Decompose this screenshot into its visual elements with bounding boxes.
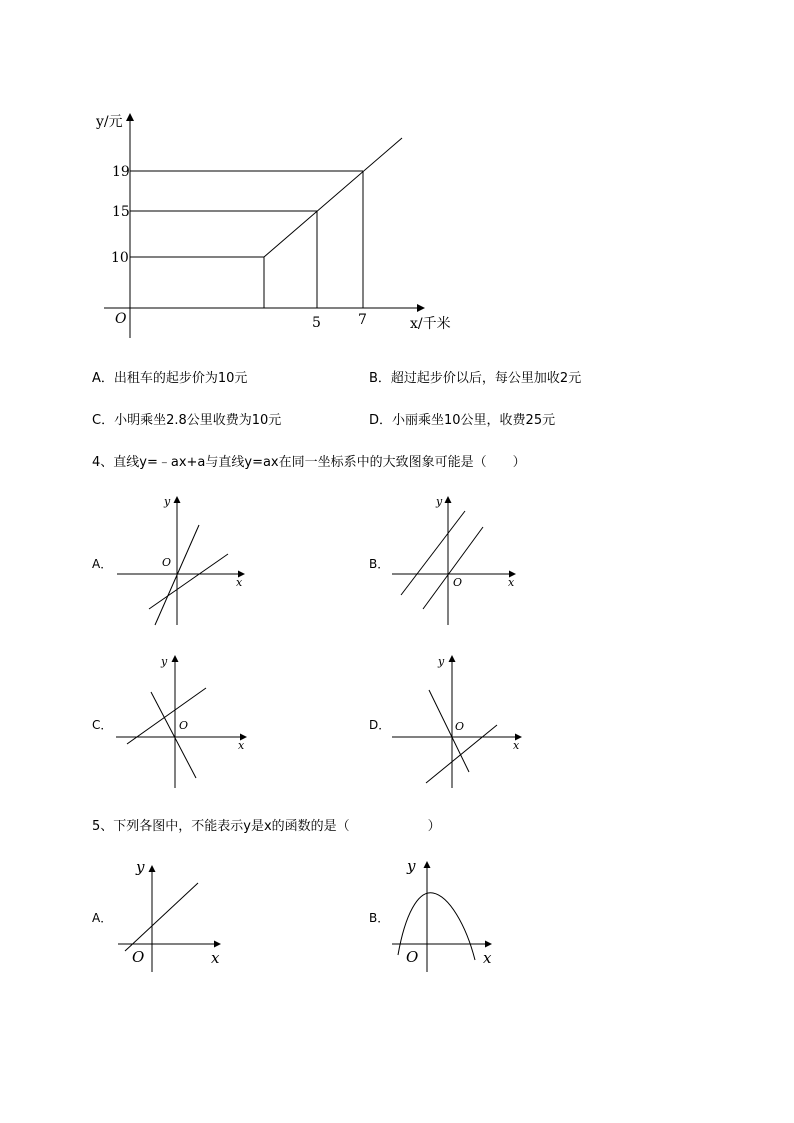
svg-text:y: y bbox=[136, 858, 145, 876]
y-tick-10: 10 bbox=[111, 250, 129, 266]
svg-text:y: y bbox=[436, 495, 443, 508]
question-4: 4、直线y=﹣ax+a与直线y=ax在同一坐标系中的大致图象可能是（ ） bbox=[92, 455, 526, 470]
svg-text:O: O bbox=[132, 948, 145, 966]
q5-a-plot bbox=[118, 858, 220, 972]
svg-text:x: x bbox=[508, 576, 515, 589]
svg-text:x: x bbox=[483, 949, 492, 967]
x-tick-7: 7 bbox=[358, 312, 367, 328]
y-axis-label: y/元 bbox=[96, 114, 123, 130]
svg-text:x: x bbox=[236, 576, 243, 589]
q4-option-d-label[interactable]: D． bbox=[369, 718, 391, 732]
q5-option-a-label[interactable]: A． bbox=[92, 911, 113, 925]
svg-text:y: y bbox=[164, 495, 171, 508]
q4-d-plot bbox=[392, 655, 521, 788]
q4-c-plot bbox=[116, 655, 246, 788]
q5-b-plot bbox=[392, 857, 492, 972]
svg-text:O: O bbox=[455, 720, 465, 733]
q4-b-plot bbox=[392, 495, 515, 625]
q3-option-a[interactable]: A．出租车的起步价为10元 bbox=[92, 371, 248, 386]
q3-option-c[interactable]: C．小明乘坐2.8公里收费为10元 bbox=[92, 413, 282, 428]
svg-text:y: y bbox=[407, 857, 416, 875]
x-tick-5: 5 bbox=[312, 315, 321, 331]
svg-text:y: y bbox=[161, 655, 168, 668]
svg-text:x: x bbox=[513, 739, 520, 752]
svg-text:x: x bbox=[238, 739, 245, 752]
q3-option-b[interactable]: B．超过起步价以后，每公里加收2元 bbox=[369, 371, 582, 386]
svg-text:O: O bbox=[162, 556, 172, 569]
q5-option-b-label[interactable]: B． bbox=[369, 911, 390, 925]
y-tick-19: 19 bbox=[112, 164, 130, 180]
svg-text:y: y bbox=[438, 655, 445, 668]
x-axis-label: x/千米 bbox=[410, 316, 451, 332]
question-5: 5、下列各图中，不能表示y是x的函数的是（ ） bbox=[92, 819, 441, 834]
q4-option-b-label[interactable]: B． bbox=[369, 557, 390, 571]
svg-text:O: O bbox=[179, 719, 189, 732]
svg-text:O: O bbox=[406, 948, 419, 966]
q4-option-a-label[interactable]: A． bbox=[92, 557, 113, 571]
origin-label: O bbox=[115, 311, 127, 327]
y-tick-15: 15 bbox=[112, 204, 130, 220]
svg-text:x: x bbox=[211, 949, 220, 967]
q4-a-plot bbox=[117, 495, 244, 625]
q3-option-d[interactable]: D．小丽乘坐10公里，收费25元 bbox=[369, 413, 556, 428]
svg-text:O: O bbox=[453, 576, 463, 589]
q4-option-c-label[interactable]: C． bbox=[92, 718, 113, 732]
